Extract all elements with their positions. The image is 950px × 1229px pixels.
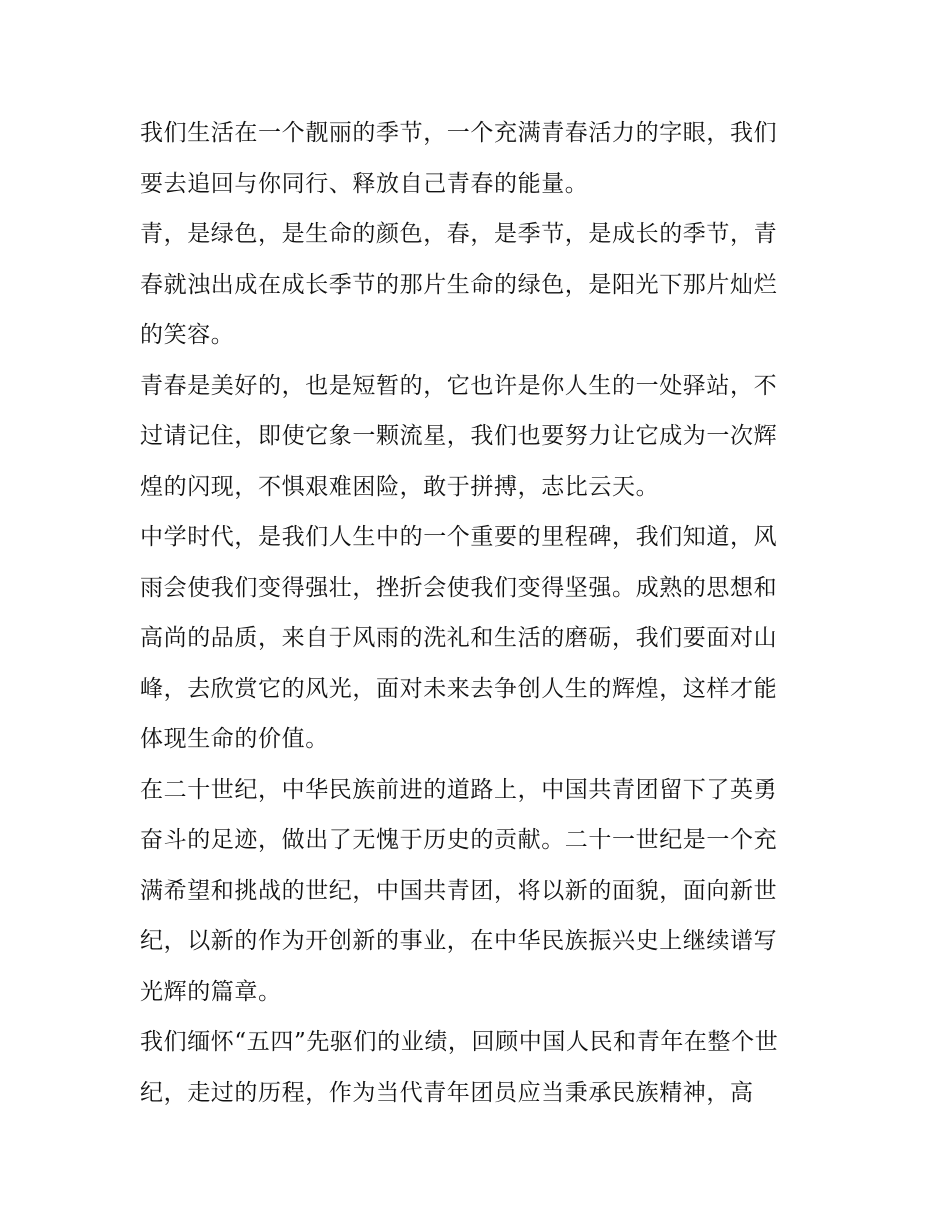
paragraph-2 [140,209,820,361]
text-line: 奋斗的足迹，做出了无愧于历史的贡献。二十一世纪是一个充 [140,827,778,853]
paragraph-5 [140,765,820,1018]
text-line: 中学时代，是我们人生中的一个重要的里程碑，我们知道，风 [140,524,778,550]
text-line: 我们生活在一个靓丽的季节，一个充满青春活力的字眼，我们 [140,120,778,146]
text-line: 过请记住，即使它象一颗流星，我们也要努力让它成为一次辉 [140,423,778,449]
text-line: 煌的闪现，不惧艰难困险，敢于拼搏，志比云天。 [140,473,660,500]
text-line: 满希望和挑战的世纪，中国共青团，将以新的面貌，面向新世 [140,877,778,904]
text-line: 高尚的品质，来自于风雨的洗礼和生活的磨砺，我们要面对山 [140,625,778,651]
text-line: 青，是绿色，是生命的颜色，春，是季节，是成长的季节，青 [140,221,778,247]
text-line: 纪，走过的历程，作为当代青年团员应当秉承民族精神，高 [140,1079,754,1106]
text-line: 雨会使我们变得强壮，挫折会使我们变得坚强。成熟的思想和 [140,574,778,601]
text-line: 的笑容。 [140,322,235,348]
text-line: 要去追回与你同行、释放自己青春的能量。 [140,170,589,197]
text-line: 春就浊出成在成长季节的那片生命的绿色，是阳光下那片灿烂 [140,271,778,298]
paragraph-3 [140,361,820,513]
text-line: 我们缅怀“五四”先驱们的业绩，回顾中国人民和青年在整个世 [140,1029,779,1055]
text-line: 纪，以新的作为开创新的事业，在中华民族振兴史上继续谱写 [140,928,778,954]
text-line: 在二十世纪，中华民族前进的道路上，中国共青团留下了英勇 [140,776,778,803]
paragraph-4 [140,512,820,765]
paragraph-1 [140,108,820,209]
document-body [140,108,820,1118]
text-line: 体现生命的价值。 [140,726,329,752]
paragraph-6 [140,1017,820,1118]
text-line: 青春是美好的，也是短暂的，它也许是你人生的一处驿站，不 [140,372,778,399]
text-line: 光辉的篇章。 [140,978,282,1005]
text-line: 峰，去欣赏它的风光，面对未来去争创人生的辉煌，这样才能 [140,675,778,702]
